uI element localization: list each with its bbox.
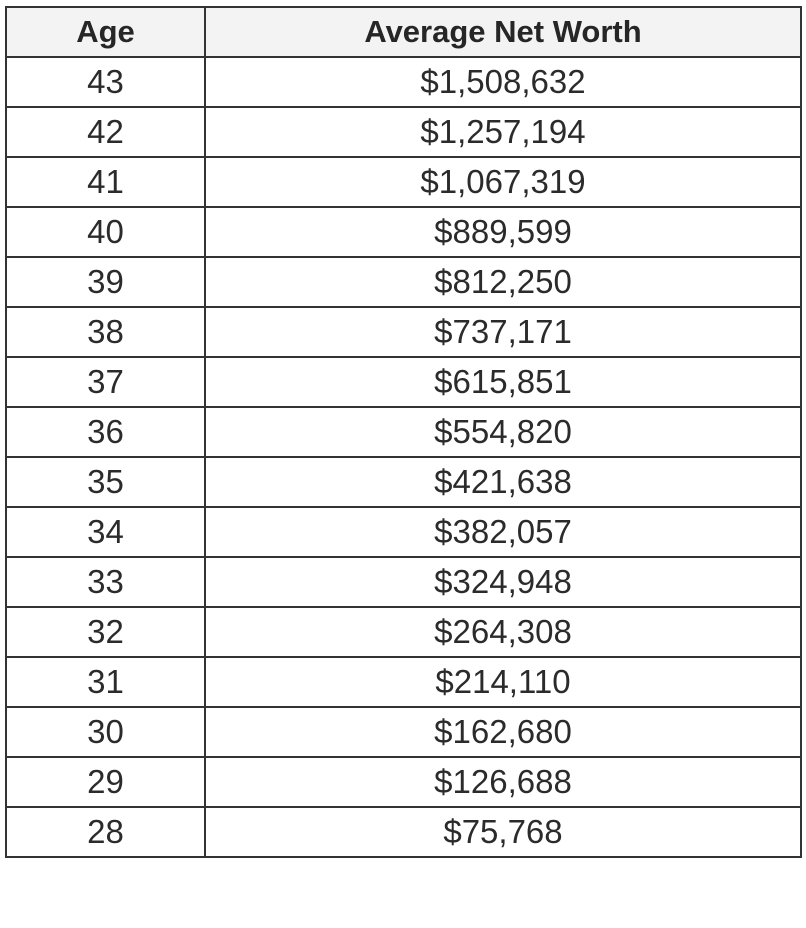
table-row: [6, 607, 801, 657]
age-cell: 30: [6, 707, 205, 757]
table-row: [6, 557, 801, 607]
net-worth-cell: $737,171: [205, 307, 801, 357]
net-worth-cell: $324,948: [205, 557, 801, 607]
table-row: [6, 307, 801, 357]
age-cell: 40: [6, 207, 205, 257]
table-row: [6, 207, 801, 257]
net-worth-cell: $554,820: [205, 407, 801, 457]
net-worth-cell: $1,067,319: [205, 157, 801, 207]
table-header: [6, 7, 801, 57]
net-worth-cell: $214,110: [205, 657, 801, 707]
net-worth-cell: $382,057: [205, 507, 801, 557]
table-row: [6, 357, 801, 407]
age-cell: 31: [6, 657, 205, 707]
age-cell: 36: [6, 407, 205, 457]
age-cell: 33: [6, 557, 205, 607]
table-row: [6, 707, 801, 757]
age-cell: 38: [6, 307, 205, 357]
net-worth-cell: $812,250: [205, 257, 801, 307]
net-worth-cell: $1,508,632: [205, 57, 801, 107]
net-worth-table: [5, 6, 802, 858]
age-cell: 41: [6, 157, 205, 207]
age-cell: 28: [6, 807, 205, 857]
column-header-age: Age: [6, 7, 205, 57]
table-row: [6, 507, 801, 557]
age-cell: 32: [6, 607, 205, 657]
net-worth-cell: $421,638: [205, 457, 801, 507]
age-cell: 39: [6, 257, 205, 307]
net-worth-cell: $75,768: [205, 807, 801, 857]
table-body: [6, 57, 801, 857]
table-row: [6, 57, 801, 107]
age-cell: 42: [6, 107, 205, 157]
header-row: [6, 7, 801, 57]
net-worth-cell: $615,851: [205, 357, 801, 407]
table-row: [6, 407, 801, 457]
table-row: [6, 657, 801, 707]
table-row: [6, 107, 801, 157]
net-worth-cell: $264,308: [205, 607, 801, 657]
net-worth-cell: $889,599: [205, 207, 801, 257]
table-row: [6, 457, 801, 507]
net-worth-cell: $126,688: [205, 757, 801, 807]
age-cell: 34: [6, 507, 205, 557]
age-cell: 37: [6, 357, 205, 407]
net-worth-cell: $1,257,194: [205, 107, 801, 157]
table-row: [6, 757, 801, 807]
age-cell: 43: [6, 57, 205, 107]
column-header-average-net-worth: Average Net Worth: [205, 7, 801, 57]
table-row: [6, 807, 801, 857]
age-cell: 35: [6, 457, 205, 507]
table-row: [6, 257, 801, 307]
age-cell: 29: [6, 757, 205, 807]
table-row: [6, 157, 801, 207]
net-worth-cell: $162,680: [205, 707, 801, 757]
